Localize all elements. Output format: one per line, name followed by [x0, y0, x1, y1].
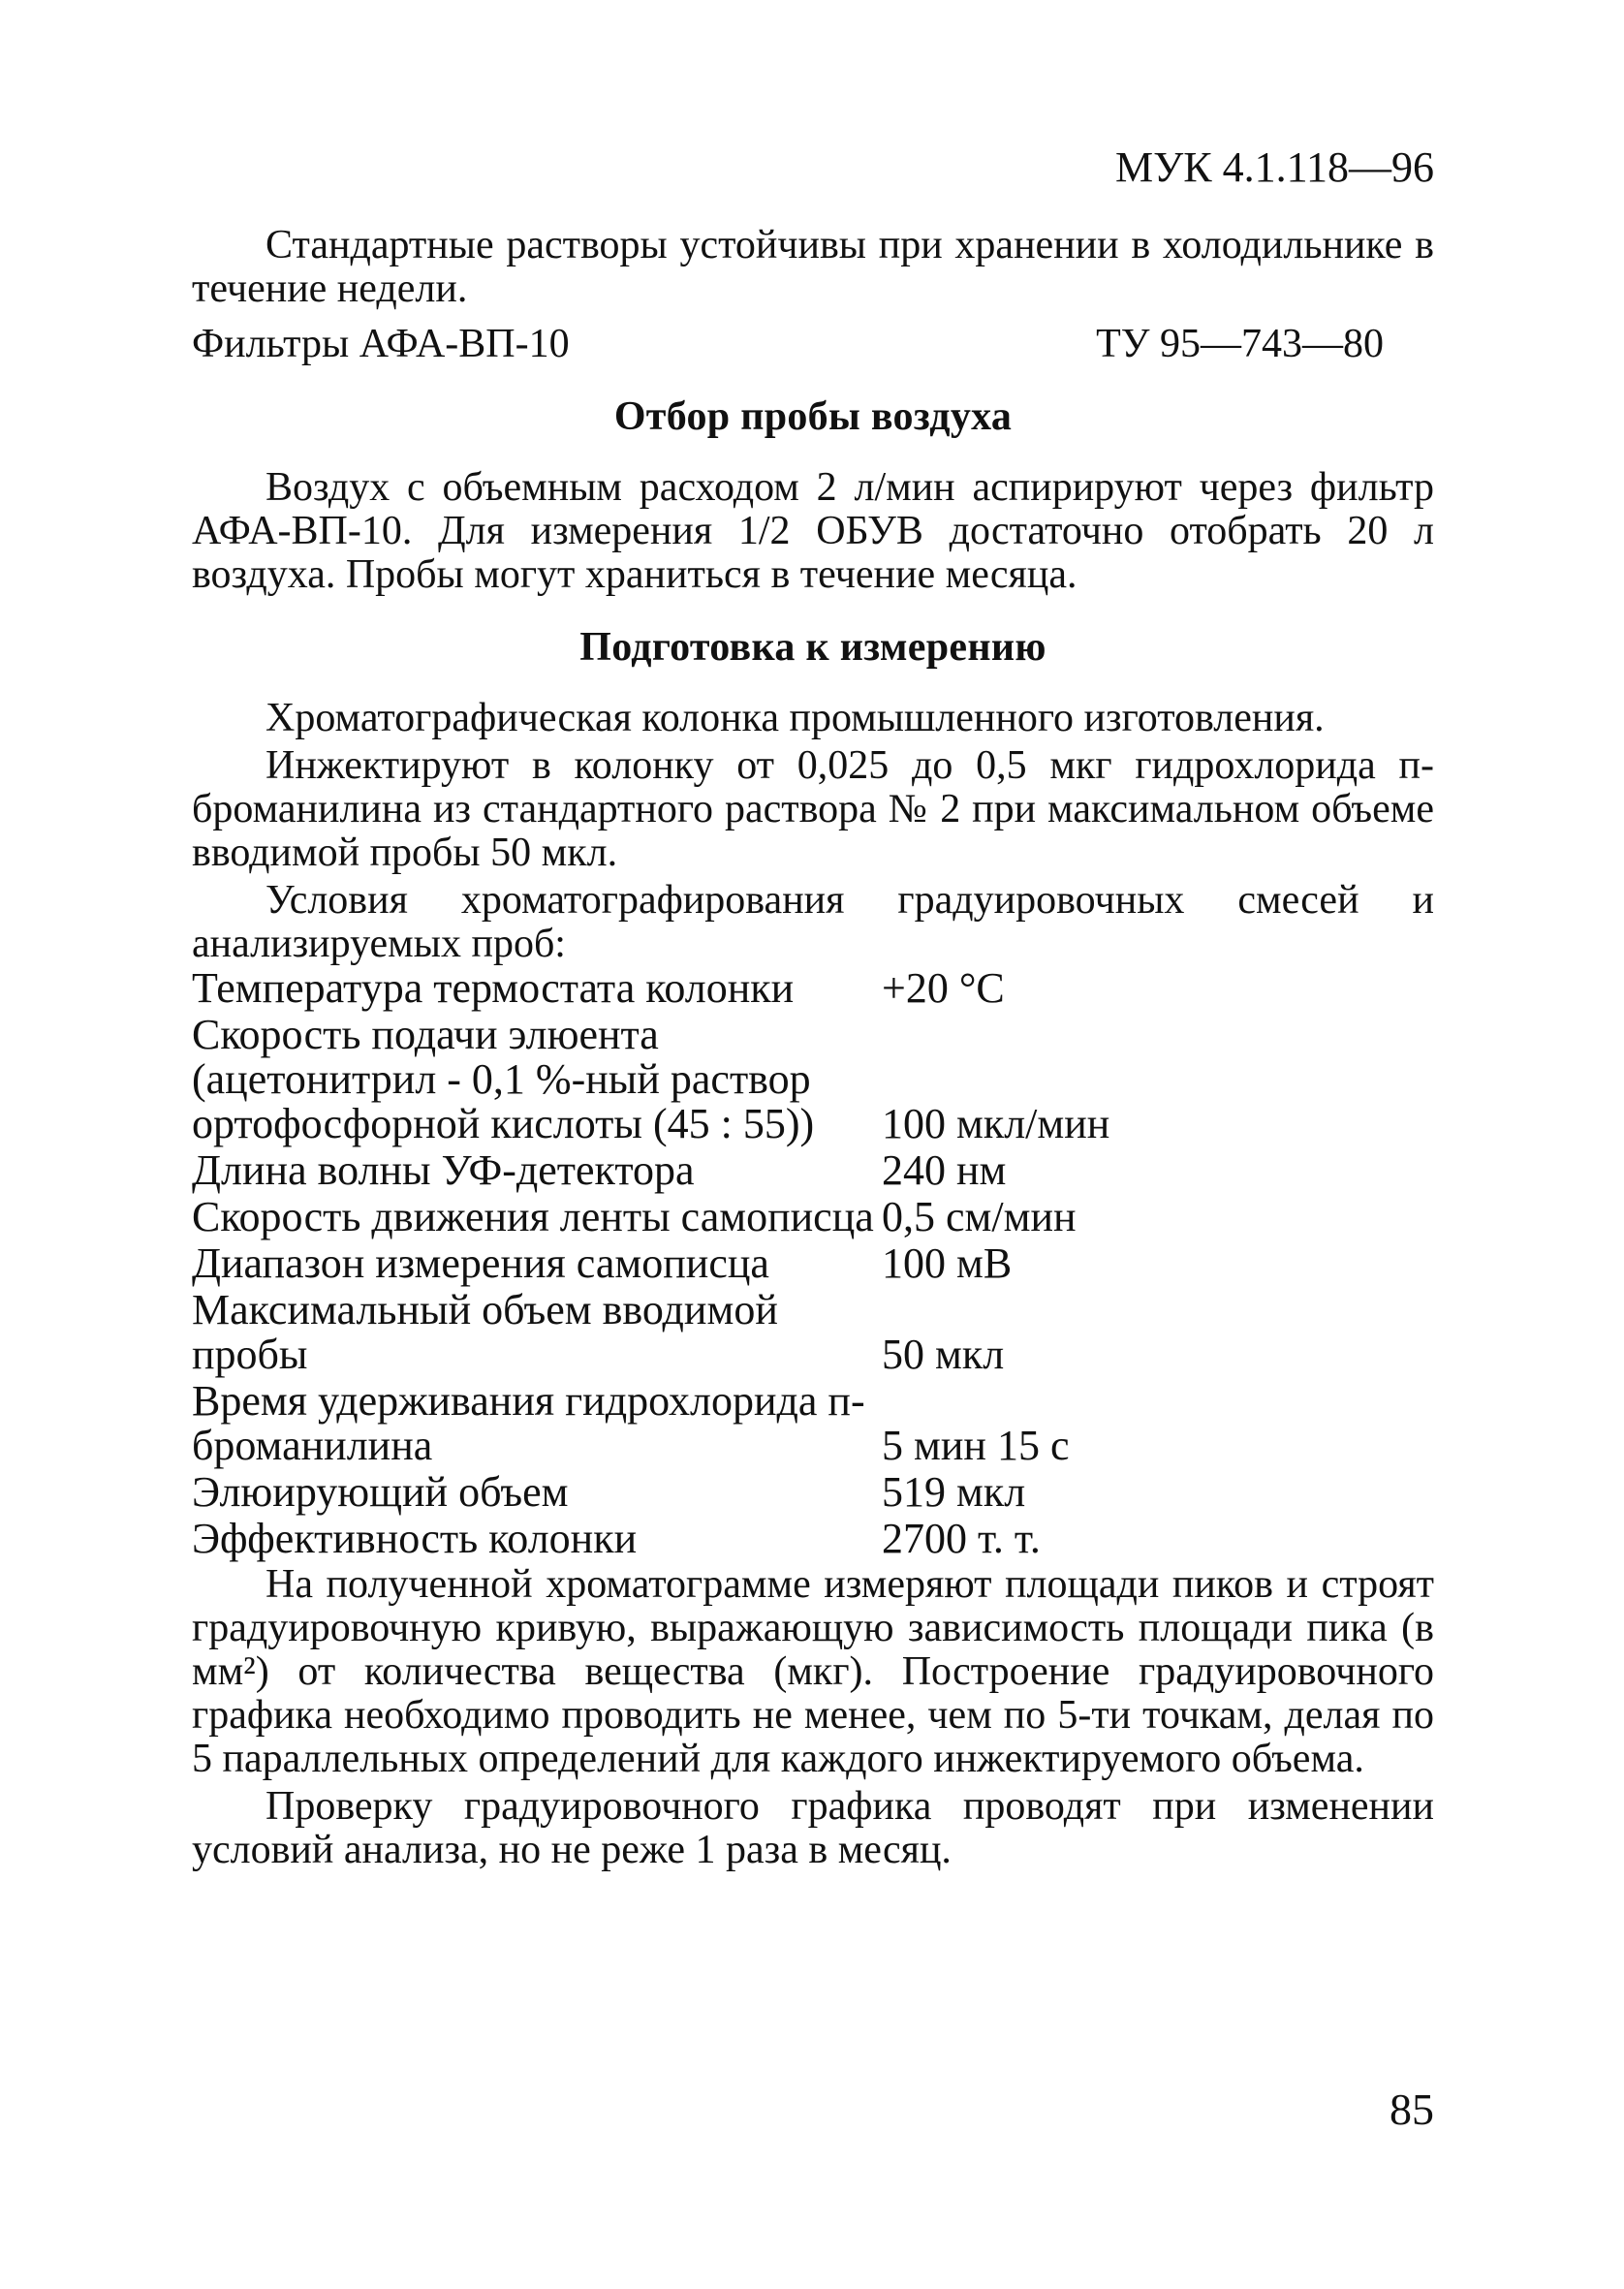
filters-label: Фильтры АФА-ВП-10: [192, 322, 570, 366]
condition-row: [192, 1148, 1434, 1193]
document-page: [192, 145, 1434, 1872]
condition-name: Длина волны УФ-детектора: [192, 1146, 695, 1194]
calibration-paragraph: На полученной хроматограмме измеряют площади пиков и строят градуировочную кривую, выражающую зависимость площади пика (в мм²) от количества вещества (мкг). Построение градуировочного графика необходимо проводить не менее, чем по 5-ти точкам, делая по 5 параллельных определений для каждого инжектируемого объема.: [192, 1562, 1434, 1781]
condition-value: 519 мкл: [882, 1468, 1026, 1516]
condition-name: Температура термостата колонки: [192, 964, 795, 1012]
condition-name: Эффективность колонки: [192, 1515, 638, 1562]
verification-paragraph: Проверку градуировочного графика проводят при изменении условий анализа, но не реже 1 раза в месяц.: [192, 1784, 1434, 1872]
condition-row: [192, 1379, 1434, 1468]
condition-value: 100 мВ: [882, 1239, 1013, 1287]
sampling-paragraph: Воздух с объемным расходом 2 л/мин аспирируют через фильтр АФА-ВП-10. Для измерения 1/2 ОБУВ достаточно отобрать 20 л воздуха. Пробы могут храниться в течение месяца.: [192, 465, 1434, 597]
prep-paragraph-2: Инжектируют в колонку от 0,025 до 0,5 мкг гидрохлорида п-броманилина из стандартного раствора № 2 при максимальном объеме вводимой пробы 50 мкл.: [192, 743, 1434, 875]
condition-row: [192, 1195, 1434, 1239]
condition-row: [192, 1470, 1434, 1515]
condition-value: 50 мкл: [882, 1331, 1005, 1378]
prep-paragraph-3: Условия хроматографирования градуировочных смесей и анализируемых проб:: [192, 878, 1434, 966]
condition-row: [192, 1517, 1434, 1561]
condition-name: Время удерживания гидрохлорида п-броманилина: [192, 1377, 865, 1469]
page-number: 85: [1390, 2085, 1434, 2134]
condition-value: 2700 т. т.: [882, 1515, 1041, 1562]
filters-line: [192, 323, 1434, 366]
condition-name: Максимальный объем вводимой пробы: [192, 1286, 778, 1378]
condition-name: Скорость подачи элюента (ацетонитрил - 0,1 %-ный раствор ортофосфорной кислоты (45 : 55)): [192, 1011, 815, 1147]
condition-row: [192, 966, 1434, 1011]
document-code: МУК 4.1.118—96: [1115, 143, 1434, 191]
condition-name: Скорость движения ленты самописца: [192, 1193, 874, 1240]
condition-name: Диапазон измерения самописца: [192, 1239, 769, 1287]
condition-value: 5 мин 15 с: [882, 1422, 1070, 1469]
condition-row: [192, 1288, 1434, 1377]
condition-value: 100 мкл/мин: [882, 1100, 1110, 1147]
conditions-table: [192, 966, 1434, 1561]
storage-paragraph: Стандартные растворы устойчивы при хранении в холодильнике в течение недели.: [192, 223, 1434, 311]
prep-heading: Подготовка к измерению: [579, 625, 1046, 670]
condition-row: [192, 1241, 1434, 1286]
condition-value: 240 нм: [882, 1146, 1007, 1194]
condition-value: +20 °С: [882, 964, 1005, 1012]
sampling-heading: Отбор пробы воздуха: [613, 394, 1013, 439]
condition-value: 0,5 см/мин: [882, 1193, 1077, 1240]
prep-paragraph-1: Хроматографическая колонка промышленного изготовления.: [265, 696, 1325, 740]
filters-spec: ТУ 95—743—80: [1096, 322, 1384, 366]
condition-row: [192, 1013, 1434, 1146]
condition-name: Элюирующий объем: [192, 1468, 569, 1516]
